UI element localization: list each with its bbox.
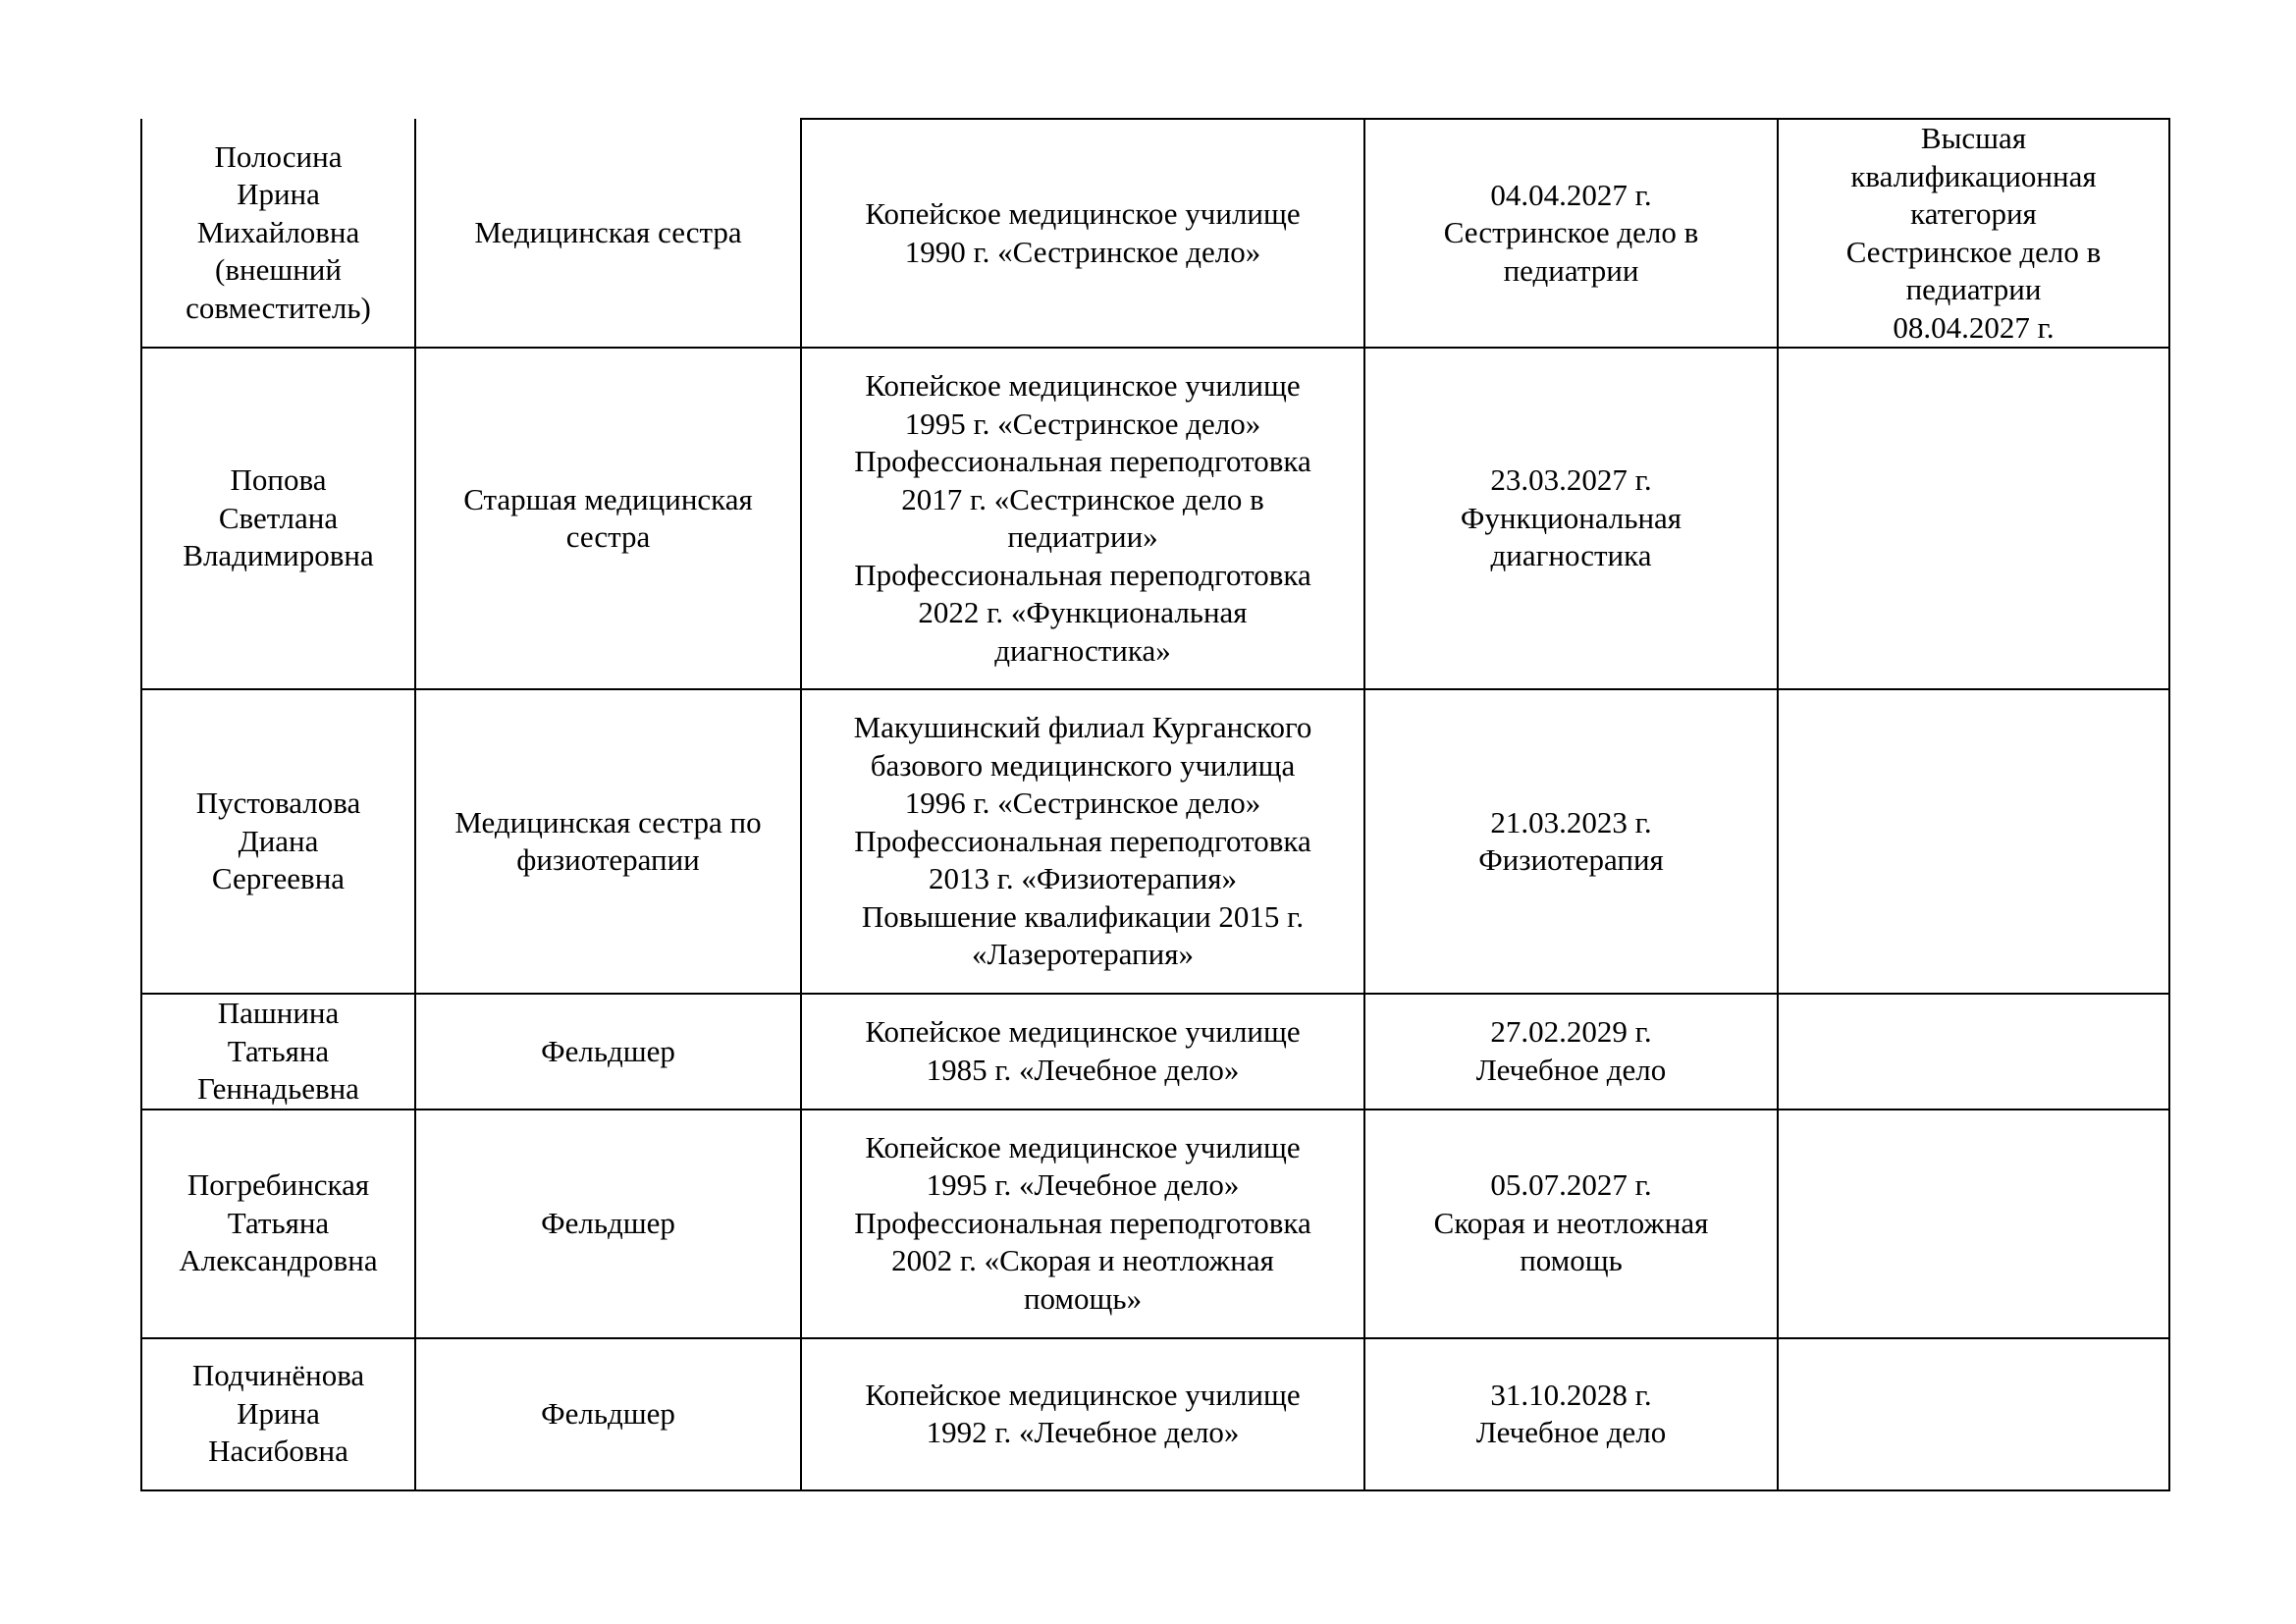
employee-certificate: 27.02.2029 г. Лечебное дело [1364, 994, 1778, 1110]
employee-education: Копейское медицинское училище 1992 г. «Лечебное дело» [801, 1338, 1364, 1490]
employee-position: Фельдшер [415, 1338, 801, 1490]
employee-certificate: 05.07.2027 г. Скорая и неотложная помощь [1364, 1110, 1778, 1338]
employee-education: Макушинский филиал Курганского базового медицинского училища 1996 г. «Сестринское дело» Профессиональная переподготовка 2013 г. «Физиотерапия» Повышение квалификации 2015 г. «Лазеротерапия» [801, 689, 1364, 994]
employee-education: Копейское медицинское училище 1985 г. «Лечебное дело» [801, 994, 1364, 1110]
employee-certificate: 23.03.2027 г. Функциональная диагностика [1364, 348, 1778, 689]
employee-name: Попова Светлана Владимировна [141, 348, 415, 689]
employee-category [1778, 348, 2169, 689]
employee-category [1778, 1338, 2169, 1490]
employee-category: Высшая квалификационная категория Сестринское дело в педиатрии 08.04.2027 г. [1778, 119, 2169, 348]
employee-position: Фельдшер [415, 1110, 801, 1338]
employee-name: Погребинская Татьяна Александровна [141, 1110, 415, 1338]
employee-position: Медицинская сестра по физиотерапии [415, 689, 801, 994]
table-row [141, 1110, 2169, 1338]
employee-position: Медицинская сестра [415, 119, 801, 348]
table-row [141, 348, 2169, 689]
employee-education: Копейское медицинское училище 1995 г. «Сестринское дело» Профессиональная переподготовка 2017 г. «Сестринское дело в педиатрии» Профессиональная переподготовка 2022 г. «Функциональная диагностика» [801, 348, 1364, 689]
employee-category [1778, 1110, 2169, 1338]
employee-certificate: 21.03.2023 г. Физиотерапия [1364, 689, 1778, 994]
employee-position: Фельдшер [415, 994, 801, 1110]
employee-name: Пустовалова Диана Сергеевна [141, 689, 415, 994]
employee-name: Полосина Ирина Михайловна (внешний совместитель) [141, 119, 415, 348]
staff-table [140, 118, 2170, 1491]
employee-education: Копейское медицинское училище 1995 г. «Лечебное дело» Профессиональная переподготовка 2002 г. «Скорая и неотложная помощь» [801, 1110, 1364, 1338]
table-row [141, 1338, 2169, 1490]
employee-certificate: 04.04.2027 г. Сестринское дело в педиатрии [1364, 119, 1778, 348]
employee-certificate: 31.10.2028 г. Лечебное дело [1364, 1338, 1778, 1490]
employee-position: Старшая медицинская сестра [415, 348, 801, 689]
table-row [141, 119, 2169, 348]
table-row [141, 994, 2169, 1110]
table-row [141, 689, 2169, 994]
employee-education: Копейское медицинское училище 1990 г. «Сестринское дело» [801, 119, 1364, 348]
employee-category [1778, 689, 2169, 994]
employee-name: Пашнина Татьяна Геннадьевна [141, 994, 415, 1110]
employee-name: Подчинёнова Ирина Насибовна [141, 1338, 415, 1490]
employee-category [1778, 994, 2169, 1110]
